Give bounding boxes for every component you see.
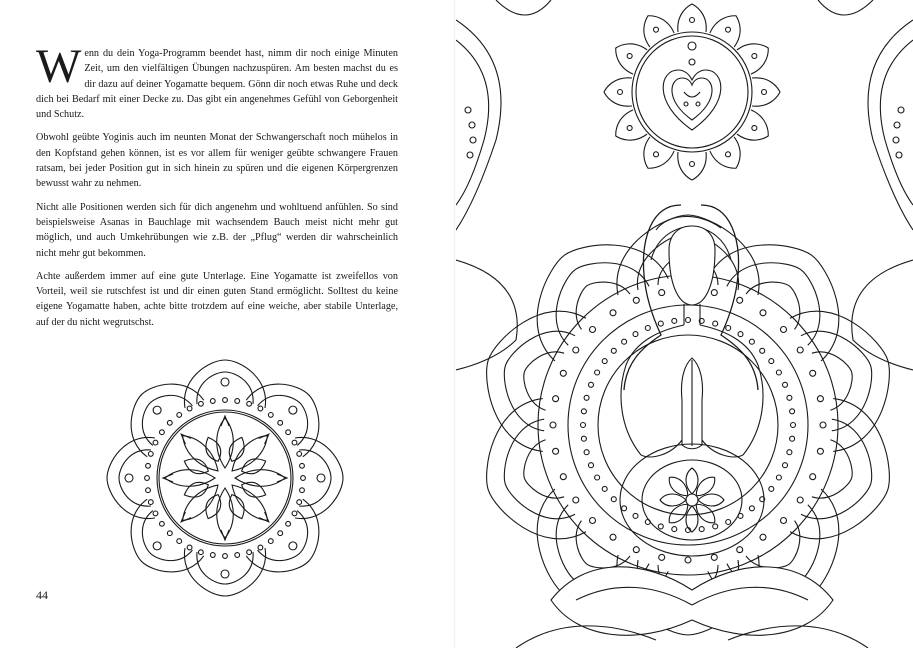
paragraph-1-text: enn du dein Yoga-Programm beendet hast, nimm dir noch einige Minuten Zeit, um den vielfältigen Übungen nachzuspüren. Am besten machst du es dir dazu auf deiner Yogamatte bequem. Gönn dir noch etwas Ruhe und deck dich bei Bedarf mit einer Decke zu. Das gibt ein angenehmes Gefühl von Geborgenheit und Schutz. — [36, 48, 398, 121]
meditating-pregnant-woman-mandala — [456, 0, 913, 648]
paragraph-4: Achte außerdem immer auf eine gute Unterlage. Eine Yogamatte ist zweifellos von Vorteil, weil sie rutschfest ist und dir einen guten Stand ermöglicht. Solltest du keine eigene Yogamatte haben, achte bitte trotzdem auf eine weiche, aber stabile Unterlage, auf der du nicht wegrutschst. — [36, 270, 398, 328]
paragraph-3: Nicht alle Positionen werden sich für dich angenehm und wohltuend anfühlen. So sind beispielsweise Asanas in Bauchlage mit wachsendem Bauch meist nicht mehr gut möglich, und auch Umkehrübungen wie z.B. der „Pflug“ werden dir wahrscheinlich nicht mehr gut bekommen. — [36, 201, 398, 259]
heart-mandala-icon — [604, 4, 780, 180]
drop-cap: W — [36, 40, 82, 93]
page-number: 44 — [36, 588, 48, 602]
paragraph-1 — [36, 40, 398, 122]
paragraph-2: Obwohl geübte Yoginis auch im neunten Monat der Schwangerschaft noch mühelos in den Kopfstand gehen können, ist es vor allem für weniger geübte schwangere Frauen ratsam, bei jeder Position gut in sich hinein zu spüren und die eigenen Körpergrenzen bewusst wahr zu nehmen. — [36, 132, 398, 190]
lotus-mandala-icon — [100, 358, 350, 598]
meditating-woman-figure — [516, 205, 868, 648]
body-text — [36, 40, 398, 338]
top-right-corner-ornament — [818, 0, 913, 370]
right-page — [456, 0, 913, 648]
left-page — [0, 0, 456, 648]
